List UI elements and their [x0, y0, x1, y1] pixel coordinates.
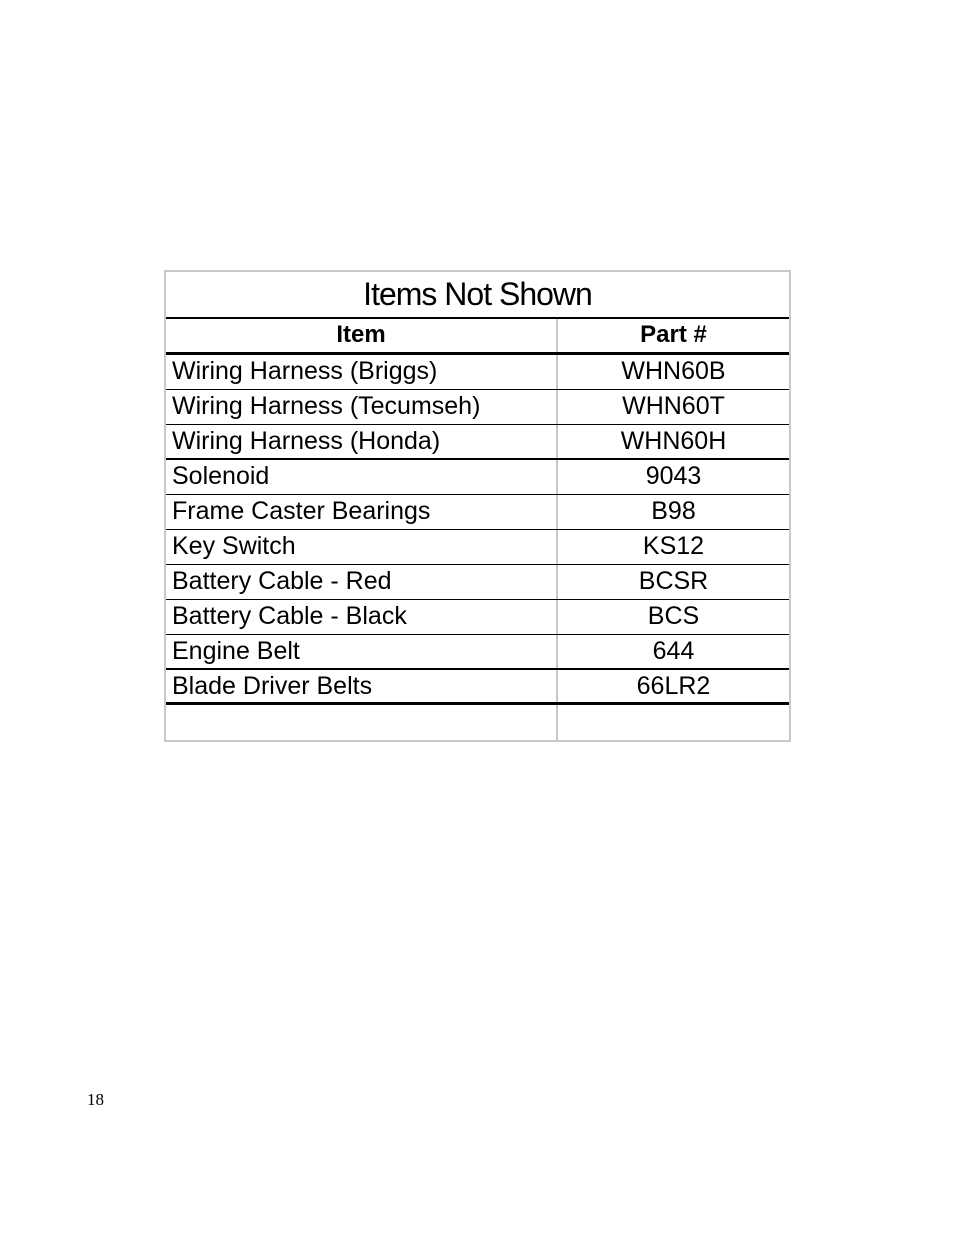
- part-cell: WHN60H: [620, 427, 727, 455]
- part-cell: WHN60B: [621, 357, 726, 385]
- table-row: [166, 635, 789, 670]
- item-cell: Battery Cable - Black: [166, 600, 558, 634]
- table-header-row: [166, 319, 789, 355]
- item-cell: Wiring Harness (Briggs): [166, 355, 558, 389]
- items-not-shown-table: [164, 270, 791, 742]
- table-row: [166, 670, 789, 705]
- table-row: [166, 390, 789, 425]
- table-row: [166, 495, 789, 530]
- part-cell: BCSR: [638, 567, 709, 595]
- page-number: 18: [87, 1090, 104, 1109]
- part-cell: 66LR2: [636, 672, 711, 700]
- table-row: [166, 425, 789, 460]
- column-header-item: Item: [166, 319, 558, 352]
- item-cell: Engine Belt: [166, 635, 558, 668]
- item-cell: Solenoid: [166, 460, 558, 494]
- part-cell: KS12: [642, 532, 705, 560]
- item-cell: Frame Caster Bearings: [166, 495, 558, 529]
- part-cell: B98: [651, 497, 696, 525]
- empty-table-row: [166, 705, 789, 740]
- part-cell: 9043: [645, 462, 702, 490]
- item-cell: Blade Driver Belts: [166, 670, 558, 702]
- table-title: Items Not Shown: [166, 272, 789, 319]
- part-cell: WHN60T: [622, 392, 725, 420]
- table-row: [166, 565, 789, 600]
- table-row: [166, 460, 789, 495]
- item-cell: Battery Cable - Red: [166, 565, 558, 599]
- column-header-part: Part #: [640, 321, 707, 348]
- item-cell: Wiring Harness (Tecumseh): [166, 390, 558, 424]
- empty-item-cell: [166, 705, 558, 740]
- table-row: [166, 600, 789, 635]
- table-row: [166, 355, 789, 390]
- empty-part-cell: [558, 705, 789, 740]
- item-cell: Wiring Harness (Honda): [166, 425, 558, 458]
- item-cell: Key Switch: [166, 530, 558, 564]
- table-row: [166, 530, 789, 565]
- part-cell: 644: [652, 637, 695, 665]
- part-cell: BCS: [647, 602, 700, 630]
